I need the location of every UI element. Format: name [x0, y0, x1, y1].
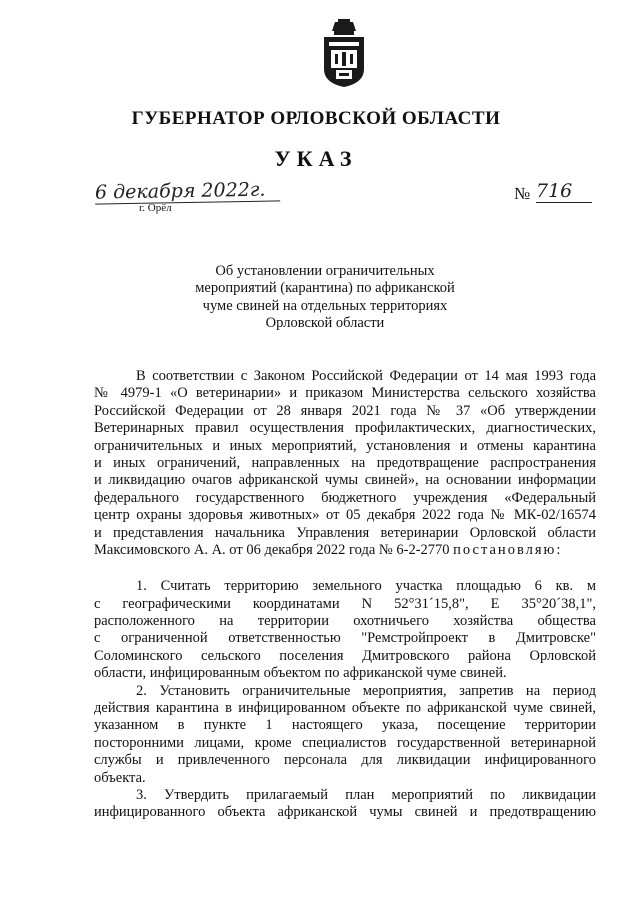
text-line: посторонними лицами, кроме специалистов государственной ветеринарной [94, 734, 596, 751]
text-line: области, инфицированным объектом по африканской чуме свиней. [94, 665, 507, 682]
text-line: Соломинского сельского поселения Дмитровского района Орловской [94, 647, 596, 664]
city-label: г. Орёл [139, 202, 172, 214]
text-line: службы и привлеченного персонала для ликвидации инфицированного [94, 752, 596, 769]
text-line: действия карантина в инфицированном объекте по африканской чуме свиней, [94, 700, 596, 717]
number-label: № [514, 184, 531, 203]
paragraph-gap [94, 559, 596, 578]
subject-line: Орловской области [265, 315, 385, 332]
text-line: объекта. [94, 769, 146, 786]
preamble-last-text: Максимовского А. А. от 06 декабря 2022 года № 6-2-2770 [94, 541, 450, 558]
text-line: Ветеринарных правил осуществления профилактических, диагностических, [94, 420, 596, 437]
text-line: с ограниченной ответственностью "Ремстройпроект в Дмитровске" [94, 630, 596, 647]
handwritten-date: 6 декабря 2022г. [95, 178, 280, 204]
text-line: 1. Считать территорию земельного участка площадью 6 кв. м [136, 578, 596, 595]
handwritten-number: 716 [536, 180, 592, 203]
text-line: В соответствии с Законом Российской Федерации от 14 мая 1993 года [136, 368, 596, 384]
text-line: с географическими координатами N 52°31´15,8", E 35°20´38,1", [94, 595, 596, 612]
text-line: и иных ограничений, направленных на предотвращение распространения [94, 454, 596, 471]
text-line: центр охраны здоровья животных» от 05 декабря 2022 года № МК-02/16574 [94, 507, 596, 524]
document-type: УКАЗ [274, 146, 358, 171]
decree-body [94, 368, 596, 822]
text-line: инфицированного объекта африканской чумы свиней и предотвращению [94, 804, 596, 821]
text-line: № 4979-1 «О ветеринарии» и приказом Министерства сельского хозяйства [94, 385, 596, 402]
text-line: федерального государственного бюджетного учреждения «Федеральный [94, 489, 596, 506]
text-line: указанном в пункте 1 настоящего указа, посещение территории [94, 717, 596, 734]
item-3-paragraph [94, 787, 596, 822]
text-line [94, 542, 596, 559]
text-line: 2. Установить ограничительные мероприятия, запретив на период [136, 682, 596, 699]
text-line: 3. Утвердить прилагаемый план мероприятий по ликвидации [136, 786, 596, 803]
text-line: и ликвидацию очагов африканской чумы свиней», на основании информации [94, 472, 596, 489]
text-line: ограничительных и иных мероприятий, установления и отмены карантина [94, 437, 596, 454]
decree-subject [150, 263, 500, 333]
text-line: и представления начальника Управления ветеринарии Орловской области [94, 524, 596, 541]
subject-line: Об установлении ограничительных [215, 263, 435, 279]
item-2-paragraph [94, 683, 596, 787]
decree-word: постановляю: [453, 541, 563, 558]
item-1-paragraph [94, 578, 596, 682]
subject-line: мероприятий (карантина) по африканской [195, 280, 455, 297]
issuer-title: ГУБЕРНАТОР ОРЛОВСКОЙ ОБЛАСТИ [131, 108, 501, 129]
text-line: расположенного на территории охотничьего хозяйства общества [94, 613, 596, 630]
preamble-paragraph [94, 368, 596, 559]
coat-of-arms-emblem [321, 17, 367, 89]
subject-line: чуме свиней на отдельных территориях [202, 297, 448, 314]
text-line: Российской Федерации от 28 января 2021 года № 37 «Об утверждении [94, 402, 596, 419]
